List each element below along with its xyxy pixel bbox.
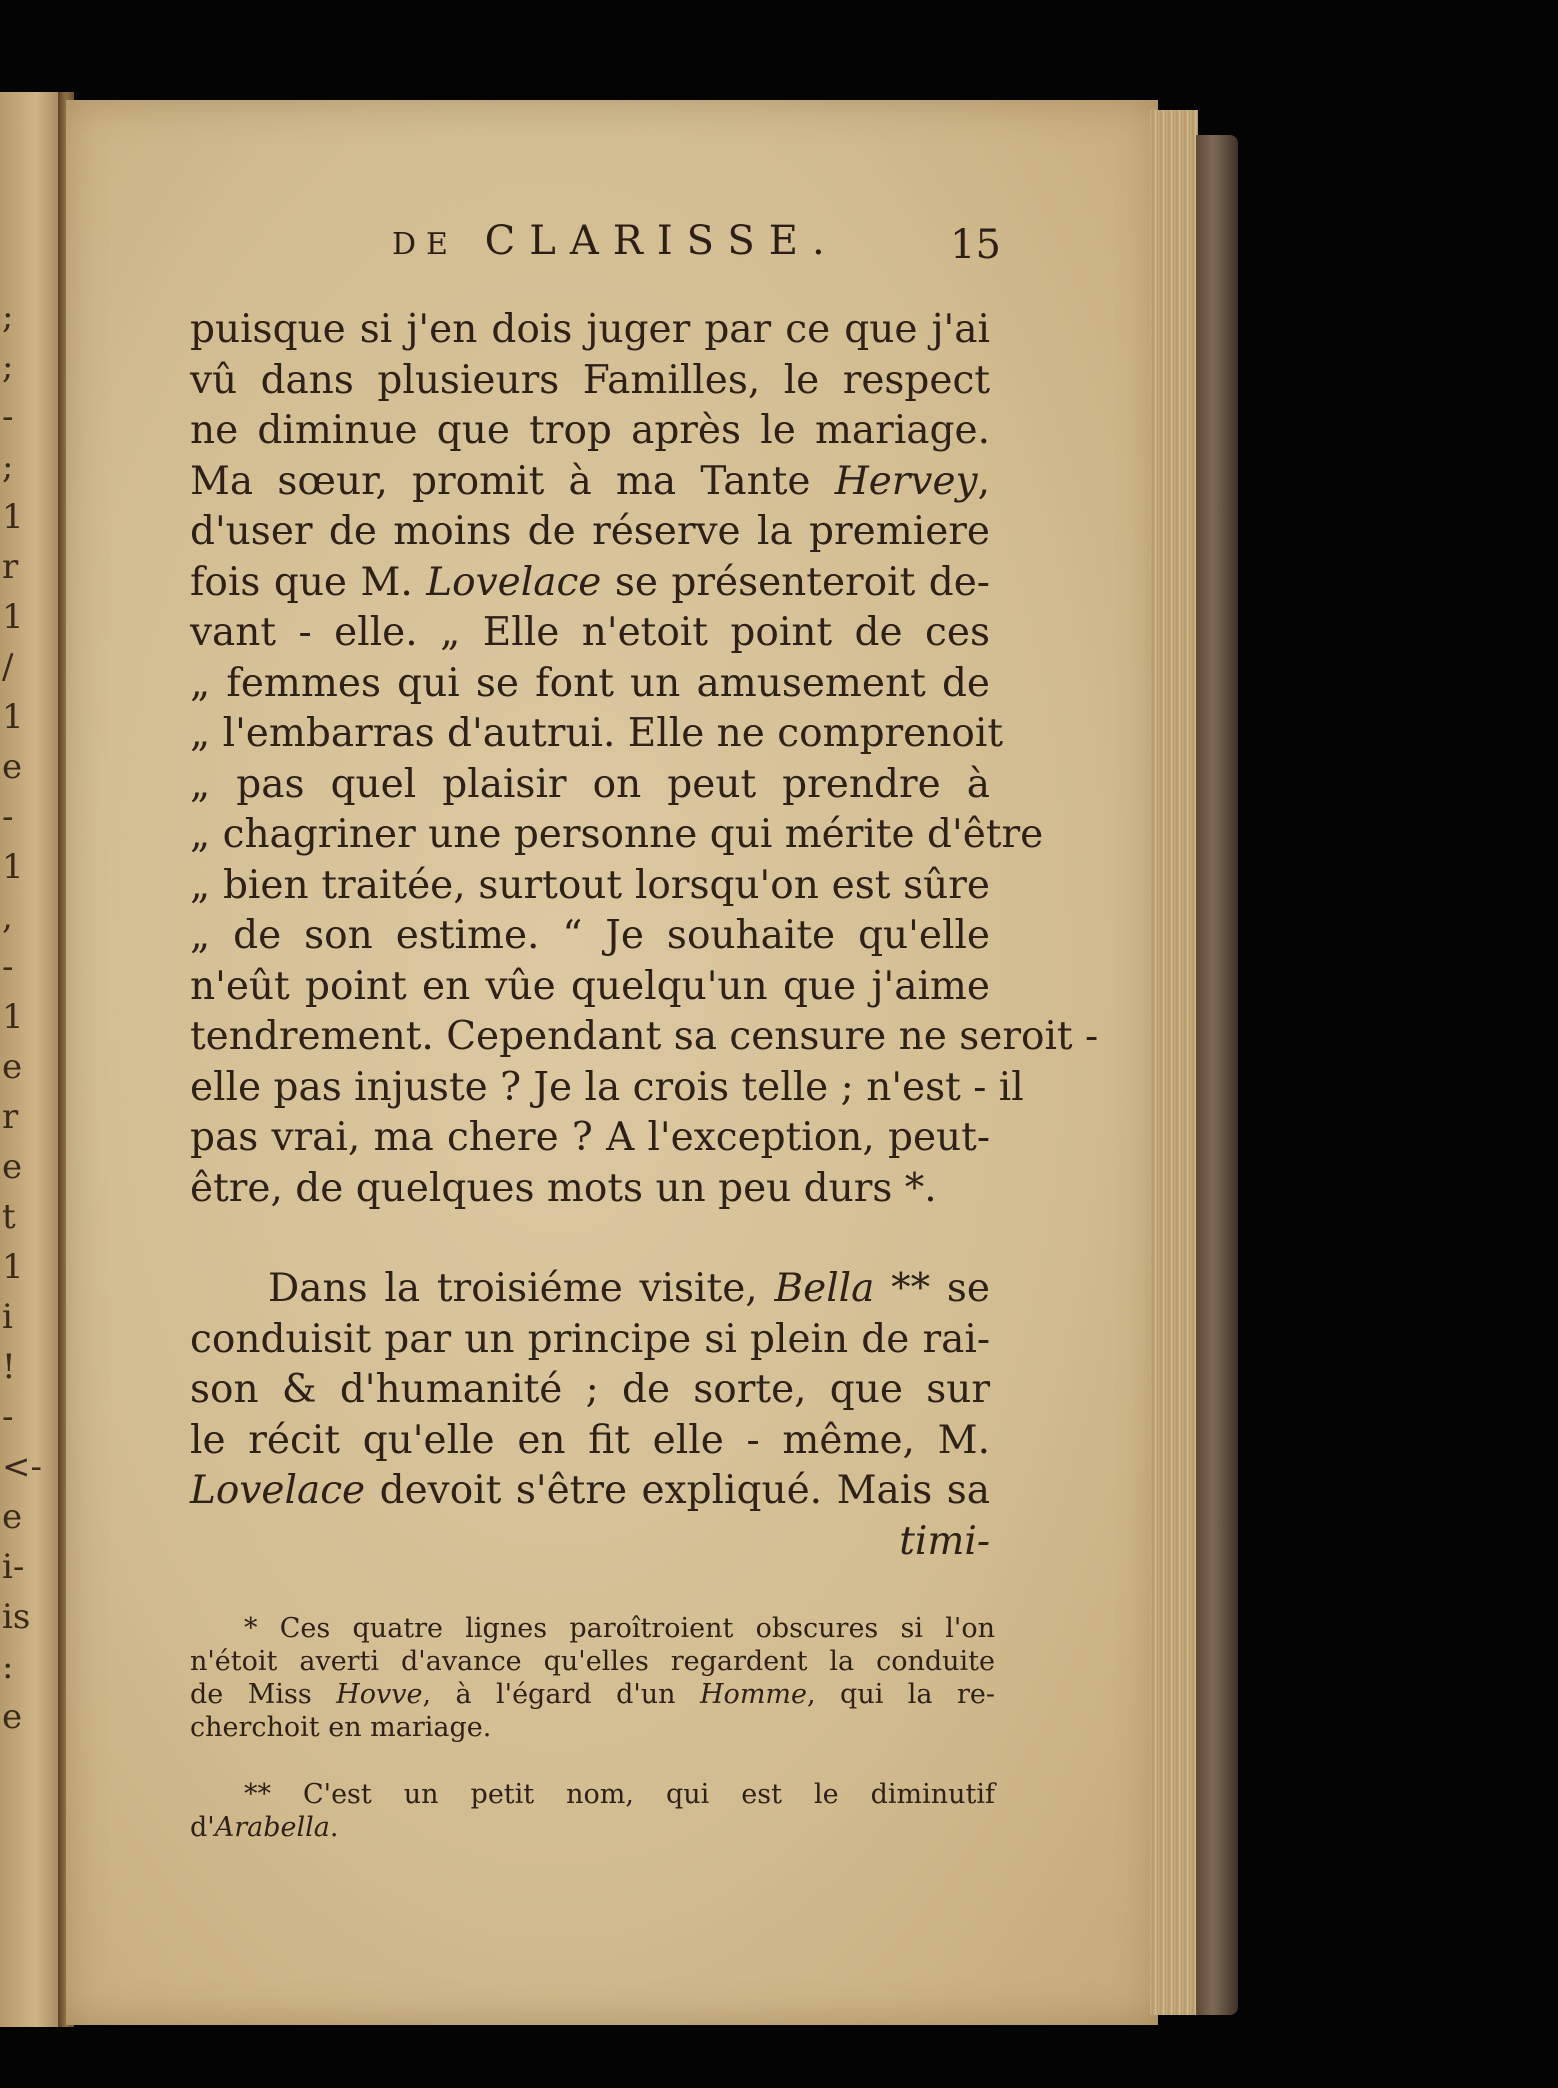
edge-glyph: i- (2, 1547, 25, 1587)
footnote-line: cherchoit en mariage. (190, 1712, 492, 1743)
text-segment: , (977, 458, 990, 504)
text-line: „ l'embarras d'autrui. Elle ne comprenoit (190, 711, 1004, 756)
edge-glyph: ; (2, 447, 14, 487)
edge-glyph: - (2, 1397, 14, 1437)
text-line (190, 1466, 990, 1517)
edge-glyph: - (2, 797, 14, 837)
footnotes (190, 1612, 995, 1844)
name-lovelace: Lovelace (190, 1468, 366, 1513)
text-line: „ pas quel plaisir on peut prendre à (190, 761, 990, 807)
edge-glyph: 1 (2, 1247, 24, 1287)
name-hovve: Hovve (336, 1679, 423, 1710)
left-page-edge-text (2, 292, 62, 1742)
text-segment: de Miss (190, 1679, 312, 1710)
edge-glyph: 1 (2, 997, 24, 1037)
text-line: être, de quelques mots un peu durs *. (190, 1165, 937, 1211)
page-number: 15 (950, 222, 1001, 268)
text-line: le récit qu'elle en fit elle - même, M. (190, 1417, 990, 1463)
edge-glyph: is (2, 1597, 31, 1637)
text-segment: Ma sœur, promit à ma Tante (190, 458, 811, 504)
text-segment: devoit s'être expliqué. Mais sa (379, 1468, 990, 1513)
name-lovelace: Lovelace (426, 559, 602, 605)
name-homme: Homme (700, 1679, 808, 1710)
page-fore-edge (1150, 110, 1198, 2015)
text-line: puisque si j'en dois juger par ce que j'ai (190, 307, 990, 352)
edge-glyph: e (2, 1147, 23, 1187)
name-arabella: Arabella (214, 1812, 330, 1843)
body-text (190, 305, 1099, 1567)
edge-glyph: - (2, 397, 14, 437)
footnote-line (190, 1678, 995, 1711)
edge-glyph: : (2, 1647, 14, 1687)
header-prefix: DE (392, 227, 458, 262)
text-segment: Dans la troisiéme visite, (268, 1266, 758, 1311)
text-line: „ chagriner une personne qui mérite d'être (190, 812, 1044, 857)
footnote-line (190, 1811, 995, 1844)
footnote-line: ** C'est un petit nom, qui est le diminutif (244, 1779, 995, 1810)
text-segment: se présenteroit de- (614, 559, 990, 605)
edge-glyph: 1 (2, 497, 24, 537)
edge-glyph: 1 (2, 697, 24, 737)
text-line: pas vrai, ma chere ? A l'exception, peut- (190, 1115, 990, 1160)
catchword-text: timi- (899, 1518, 990, 1564)
edge-glyph: ; (2, 297, 14, 337)
edge-glyph: e (2, 747, 23, 787)
text-line: „ femmes qui se font un amusement de (190, 660, 990, 706)
name-hervey: Hervey (834, 458, 978, 504)
edge-glyph: r (2, 1097, 19, 1137)
text-line: vû dans plusieurs Familles, le respect (190, 357, 990, 403)
edge-glyph: 1 (2, 847, 24, 887)
text-line: conduisit par un principe si plein de rai- (190, 1316, 990, 1362)
text-line: „ de son estime. “ Je souhaite qu'elle (190, 913, 990, 958)
text-segment: , qui la re- (807, 1679, 995, 1710)
text-segment: . (329, 1812, 339, 1843)
running-header (392, 218, 992, 278)
edge-glyph: e (2, 1697, 23, 1737)
text-segment: d' (190, 1812, 215, 1843)
catchword (190, 1517, 990, 1568)
text-line: son & d'humanité ; de sorte, que sur (190, 1367, 990, 1412)
text-line (190, 558, 990, 609)
edge-glyph: / (2, 647, 14, 687)
edge-glyph: e (2, 1497, 23, 1537)
text-segment: fois que M. (190, 559, 413, 605)
edge-glyph: 1 (2, 597, 24, 637)
edge-glyph: t (2, 1197, 16, 1237)
edge-glyph: , (2, 897, 13, 937)
footnote-line: n'étoit averti d'avance qu'elles regardent la conduite (190, 1646, 995, 1677)
text-line: vant - elle. „ Elle n'etoit point de ces (190, 610, 990, 655)
text-line: tendrement. Cependant sa censure ne seroit - (190, 1014, 1099, 1059)
text-line: „ bien traitée, surtout lorsqu'on est sûre (190, 862, 990, 908)
text-line (190, 1264, 990, 1315)
book-binding (1196, 135, 1238, 2015)
edge-glyph: r (2, 547, 19, 587)
header-title: CLARISSE. (484, 218, 839, 264)
footnote-line: * Ces quatre lignes paroîtroient obscures si l'on (244, 1613, 995, 1644)
edge-glyph: i (2, 1297, 13, 1337)
text-line: ne diminue que trop après le mariage. (190, 408, 990, 453)
text-segment: ** se (891, 1266, 991, 1311)
text-line: d'user de moins de réserve la premiere (190, 509, 990, 554)
left-page-edge (0, 92, 66, 2027)
text-segment: , à l'égard d'un (422, 1679, 676, 1710)
edge-glyph: <- (2, 1447, 42, 1487)
edge-glyph: ! (2, 1347, 16, 1387)
text-line: n'eût point en vûe quelqu'un que j'aime (190, 963, 990, 1009)
edge-glyph: - (2, 947, 14, 987)
name-bella: Bella (774, 1266, 875, 1311)
text-line: elle pas injuste ? Je la crois telle ; n'est - il (190, 1064, 1024, 1110)
text-line (190, 457, 990, 508)
edge-glyph: e (2, 1047, 23, 1087)
edge-glyph: ; (2, 347, 14, 387)
